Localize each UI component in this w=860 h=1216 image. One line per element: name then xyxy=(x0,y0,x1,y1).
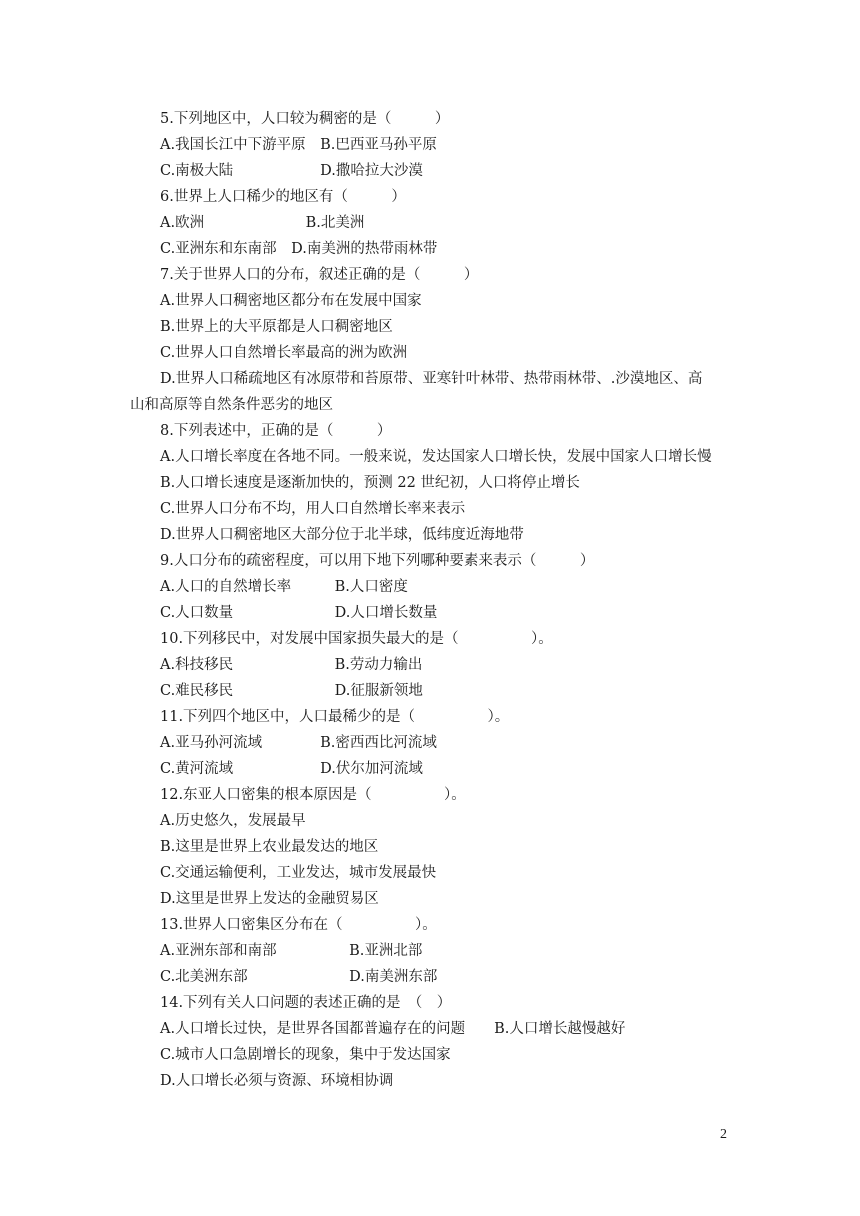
question-options: A.亚马孙河流域 B.密西西比河流域 xyxy=(160,735,437,751)
question-option: C.交通运输便利，工业发达，城市发展最快 xyxy=(160,865,437,881)
question-option-continuation: 山和高原等自然条件恶劣的地区 xyxy=(130,397,333,413)
question-option: C.世界人口自然增长率最高的洲为欧洲 xyxy=(160,345,408,361)
page-number: 2 xyxy=(720,1127,727,1142)
question-option: A.历史悠久，发展最早 xyxy=(160,813,306,829)
question-stem: 12.东亚人口密集的根本原因是（ ）。 xyxy=(160,787,466,803)
question-options: A.欧洲 B.北美洲 xyxy=(160,215,365,231)
question-stem: 7.关于世界人口的分布，叙述正确的是（ ） xyxy=(160,267,479,283)
question-options: C.黄河流域 D.伏尔加河流域 xyxy=(160,761,423,777)
question-stem: 5.下列地区中，人口较为稠密的是（ ） xyxy=(160,111,450,127)
question-stem: 11.下列四个地区中，人口最稀少的是（ ）。 xyxy=(160,709,510,725)
question-stem: 6.世界上人口稀少的地区有（ ） xyxy=(160,189,406,205)
question-option: A.人口增长率度在各地不同。一般来说，发达国家人口增长快，发展中国家人口增长慢 xyxy=(160,449,712,465)
question-option: D.世界人口稠密地区大部分位于北半球，低纬度近海地带 xyxy=(160,527,524,543)
question-list xyxy=(130,106,740,1094)
question-options: A.人口增长过快，是世界各国都普遍存在的问题 B.人口增长越慢越好 xyxy=(160,1021,626,1037)
question-option: B.世界上的大平原都是人口稠密地区 xyxy=(160,319,393,335)
question-options: A.人口的自然增长率 B.人口密度 xyxy=(160,579,408,595)
question-options: A.我国长江中下游平原 B.巴西亚马孙平原 xyxy=(160,137,437,153)
question-option: A.世界人口稠密地区都分布在发展中国家 xyxy=(160,293,422,309)
question-option: B.人口增长速度是逐渐加快的，预测 22 世纪初，人口将停止增长 xyxy=(160,475,580,491)
question-stem: 10.下列移民中，对发展中国家损失最大的是（ ）。 xyxy=(160,631,553,647)
question-options: C.难民移民 D.征服新领地 xyxy=(160,683,423,699)
question-options: C.北美洲东部 D.南美洲东部 xyxy=(160,969,438,985)
question-option: B.这里是世界上农业最发达的地区 xyxy=(160,839,379,855)
question-stem: 8.下列表述中，正确的是（ ） xyxy=(160,423,392,439)
question-stem: 14.下列有关人口问题的表述正确的是 （ ） xyxy=(160,995,452,1011)
question-stem: 9.人口分布的疏密程度，可以用下地下列哪种要素来表示（ ） xyxy=(160,553,595,569)
question-stem: 13.世界人口密集区分布在（ ）。 xyxy=(160,917,437,933)
question-option: D.这里是世界上发达的金融贸易区 xyxy=(160,891,379,907)
question-options: C.人口数量 D.人口增长数量 xyxy=(160,605,438,621)
question-options: A.亚洲东部和南部 B.亚洲北部 xyxy=(160,943,423,959)
question-option: D.人口增长必须与资源、环境相协调 xyxy=(160,1073,394,1089)
question-options: C.南极大陆 D.撒哈拉大沙漠 xyxy=(160,163,423,179)
question-option: D.世界人口稀疏地区有冰原带和苔原带、亚寒针叶林带、热带雨林带、.沙漠地区、高 xyxy=(160,371,703,387)
question-option: C.世界人口分布不均，用人口自然增长率来表示 xyxy=(160,501,466,517)
question-options: C.亚洲东和东南部 D.南美洲的热带雨林带 xyxy=(160,241,438,257)
question-option: C.城市人口急剧增长的现象，集中于发达国家 xyxy=(160,1047,451,1063)
question-options: A.科技移民 B.劳动力输出 xyxy=(160,657,423,673)
